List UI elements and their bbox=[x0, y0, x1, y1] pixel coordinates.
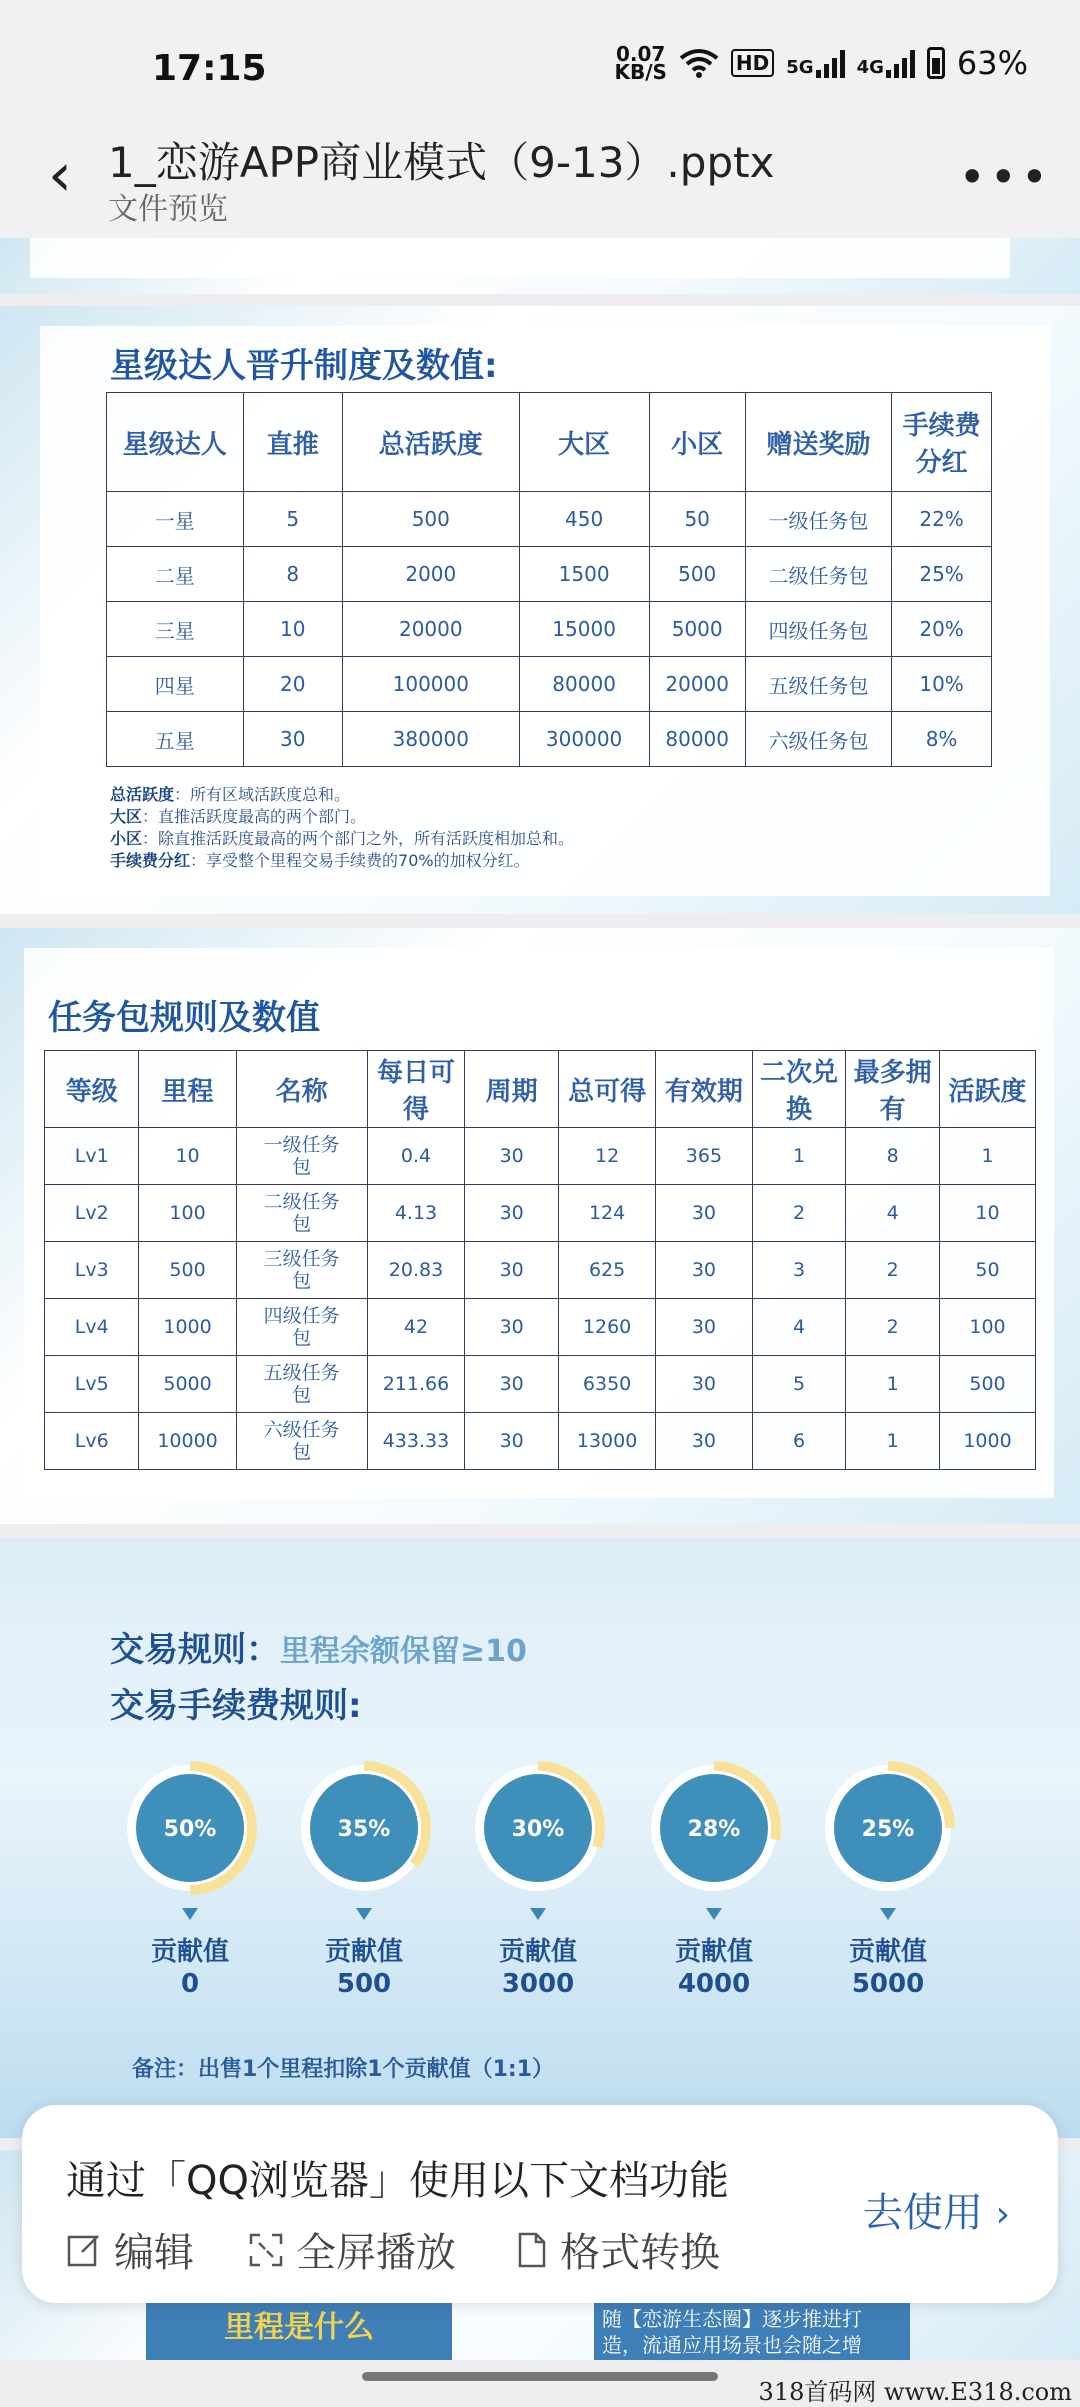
star-table-cell: 一级任务包 bbox=[745, 492, 891, 547]
task-table-cell: 4 bbox=[846, 1185, 940, 1242]
fee-rate: 50% bbox=[163, 1817, 217, 1842]
task-table-cell: 100 bbox=[139, 1185, 236, 1242]
fee-tier bbox=[813, 1758, 963, 2048]
task-table-cell: 30 bbox=[465, 1299, 559, 1356]
note-term: 大区 bbox=[110, 807, 143, 826]
trade-rule-value: 里程余额保留≥10 bbox=[280, 1634, 527, 1669]
document-title: 1_恋游APP商业模式（9-13）.pptx bbox=[108, 138, 775, 187]
contribution-value: 5000 bbox=[851, 1969, 925, 1999]
star-table-cell: 六级任务包 bbox=[745, 712, 891, 767]
document-subtitle: 文件预览 bbox=[108, 192, 228, 227]
fullscreen-feature[interactable] bbox=[248, 2221, 456, 2278]
status-bar bbox=[0, 0, 1080, 120]
battery-icon bbox=[927, 47, 945, 79]
star-table-cell: 五星 bbox=[107, 712, 244, 767]
contribution-label: 贡献值 bbox=[324, 1937, 403, 1967]
signal-5g bbox=[786, 48, 844, 78]
task-table-cell: 三级任务包 bbox=[236, 1242, 367, 1299]
down-arrow-icon bbox=[530, 1908, 546, 1920]
star-levels-title: 星级达人晋升制度及数值: bbox=[110, 346, 498, 386]
task-table-cell: 2 bbox=[846, 1242, 940, 1299]
task-table-row bbox=[45, 1242, 1036, 1299]
contribution-block bbox=[463, 1936, 613, 2000]
contribution-label: 贡献值 bbox=[150, 1937, 229, 1967]
edit-label: 编辑 bbox=[114, 2230, 194, 2276]
task-table-header: 周期 bbox=[465, 1051, 559, 1128]
contribution-value: 500 bbox=[336, 1969, 392, 1999]
star-table-cell: 8% bbox=[892, 712, 992, 767]
task-table-cell: 2 bbox=[752, 1185, 846, 1242]
fee-rate: 28% bbox=[687, 1817, 741, 1842]
contribution-label: 贡献值 bbox=[674, 1937, 753, 1967]
slide-previous-tail bbox=[0, 238, 1080, 294]
more-icon[interactable]: ••• bbox=[958, 150, 1052, 204]
task-table-cell: 13000 bbox=[559, 1413, 656, 1470]
star-table-cell: 五级任务包 bbox=[745, 657, 891, 712]
fee-tier bbox=[115, 1758, 265, 2048]
star-table-cell: 20% bbox=[892, 602, 992, 657]
task-table-cell: 42 bbox=[367, 1299, 465, 1356]
task-table-cell: 4 bbox=[752, 1299, 846, 1356]
star-table-cell: 15000 bbox=[519, 602, 649, 657]
signal-5g-label: 5G bbox=[786, 57, 814, 78]
fullscreen-label: 全屏播放 bbox=[296, 2230, 456, 2276]
trade-rule bbox=[110, 1622, 527, 1671]
task-table-cell: 30 bbox=[465, 1128, 559, 1185]
task-table-row bbox=[45, 1356, 1036, 1413]
task-table-cell: 五级任务包 bbox=[236, 1356, 367, 1413]
star-table-cell: 80000 bbox=[649, 712, 745, 767]
down-arrow-icon bbox=[706, 1908, 722, 1920]
star-table-cell: 10 bbox=[243, 602, 342, 657]
task-table-header: 每日可得 bbox=[367, 1051, 465, 1128]
note-line bbox=[110, 784, 574, 806]
note-text: ：直推活跃度最高的两个部门。 bbox=[142, 807, 367, 826]
status-icons bbox=[614, 44, 1028, 82]
note-term: 小区 bbox=[110, 829, 143, 848]
use-button[interactable] bbox=[863, 2181, 1010, 2238]
fee-remark: 备注：出售1个里程扣除1个贡献值（1:1） bbox=[132, 2057, 555, 2082]
task-table-cell: 1 bbox=[940, 1128, 1036, 1185]
task-table-row bbox=[45, 1299, 1036, 1356]
task-table-cell: 100 bbox=[940, 1299, 1036, 1356]
task-table-cell: 四级任务包 bbox=[236, 1299, 367, 1356]
contribution-value: 0 bbox=[180, 1969, 200, 1999]
star-table-cell: 300000 bbox=[519, 712, 649, 767]
task-table-row bbox=[45, 1185, 1036, 1242]
task-table-cell: 30 bbox=[465, 1413, 559, 1470]
down-arrow-icon bbox=[182, 1908, 198, 1920]
task-table-cell: 1 bbox=[846, 1413, 940, 1470]
task-table-cell: 625 bbox=[559, 1242, 656, 1299]
note-text: ：享受整个里程交易手续费的70%的加权分红。 bbox=[190, 851, 530, 870]
task-table-cell: 5000 bbox=[139, 1356, 236, 1413]
chevron-right-icon: › bbox=[995, 2194, 1010, 2235]
task-table-cell: 1260 bbox=[559, 1299, 656, 1356]
star-table-header: 直推 bbox=[243, 393, 342, 492]
note-term: 手续费分红 bbox=[110, 851, 191, 870]
task-table-cell: 10000 bbox=[139, 1413, 236, 1470]
document-icon bbox=[516, 2232, 548, 2268]
fee-donut bbox=[818, 1758, 958, 1898]
task-table-cell: 8 bbox=[846, 1128, 940, 1185]
next-slide-right-block bbox=[594, 2300, 910, 2360]
task-table-cell: 3 bbox=[752, 1242, 846, 1299]
slide-previous-panel bbox=[30, 238, 1010, 278]
star-table-cell: 四级任务包 bbox=[745, 602, 891, 657]
star-table-cell: 50 bbox=[649, 492, 745, 547]
note-text: ：除直推活跃度最高的两个部门之外，所有活跃度相加总和。 bbox=[142, 829, 575, 848]
signal-4g-label: 4G bbox=[856, 57, 884, 78]
task-packages-table bbox=[44, 1050, 1036, 1470]
star-table-cell: 四星 bbox=[107, 657, 244, 712]
fee-tier bbox=[639, 1758, 789, 2048]
network-speed-unit: KB/S bbox=[614, 60, 667, 84]
task-table-cell: Lv3 bbox=[45, 1242, 139, 1299]
star-table-cell: 25% bbox=[892, 547, 992, 602]
star-table-cell: 8 bbox=[243, 547, 342, 602]
star-table-cell: 5000 bbox=[649, 602, 745, 657]
task-table-cell: 365 bbox=[656, 1128, 753, 1185]
fee-rate: 35% bbox=[337, 1817, 391, 1842]
task-table-header: 二次兑换 bbox=[752, 1051, 846, 1128]
task-table-cell: 30 bbox=[656, 1413, 753, 1470]
star-table-cell: 20 bbox=[243, 657, 342, 712]
edit-icon bbox=[66, 2232, 102, 2268]
network-speed-value: 0.07 bbox=[616, 42, 666, 66]
star-table-row bbox=[107, 712, 992, 767]
task-table-header: 最多拥有 bbox=[846, 1051, 940, 1128]
task-table-cell: 30 bbox=[465, 1242, 559, 1299]
star-table-cell: 450 bbox=[519, 492, 649, 547]
next-slide-left-block bbox=[146, 2300, 452, 2360]
star-table-header: 大区 bbox=[519, 393, 649, 492]
slide-task-packages bbox=[0, 928, 1080, 1524]
signal-5g-icon bbox=[816, 48, 845, 78]
contribution-value: 4000 bbox=[677, 1969, 751, 1999]
task-table-cell: 10 bbox=[940, 1185, 1036, 1242]
note-line bbox=[110, 850, 574, 872]
home-indicator[interactable] bbox=[362, 2372, 718, 2381]
slide-star-levels bbox=[0, 306, 1080, 914]
fee-tiers bbox=[0, 1758, 1080, 2058]
contribution-block bbox=[813, 1936, 963, 2000]
task-table-cell: 6 bbox=[752, 1413, 846, 1470]
task-table-cell: 1 bbox=[846, 1356, 940, 1413]
task-table-cell: Lv6 bbox=[45, 1413, 139, 1470]
star-table-header: 总活跃度 bbox=[342, 393, 519, 492]
star-table-header: 手续费分红 bbox=[892, 393, 992, 492]
signal-4g bbox=[857, 48, 915, 78]
task-table-cell: 211.66 bbox=[367, 1356, 465, 1413]
star-table-cell: 10% bbox=[892, 657, 992, 712]
star-table-cell: 1500 bbox=[519, 547, 649, 602]
task-table-cell: 50 bbox=[940, 1242, 1036, 1299]
task-table-cell: 10 bbox=[139, 1128, 236, 1185]
task-table-cell: 500 bbox=[139, 1242, 236, 1299]
use-label: 去使用 bbox=[862, 2190, 983, 2236]
star-table-cell: 二级任务包 bbox=[745, 547, 891, 602]
task-table-cell: Lv4 bbox=[45, 1299, 139, 1356]
fee-tier bbox=[463, 1758, 613, 2048]
wifi-icon bbox=[679, 48, 719, 78]
task-table-header: 有效期 bbox=[656, 1051, 753, 1128]
star-levels-notes bbox=[110, 784, 574, 872]
star-table-cell: 500 bbox=[649, 547, 745, 602]
task-table-cell: 30 bbox=[656, 1299, 753, 1356]
star-table-cell: 一星 bbox=[107, 492, 244, 547]
down-arrow-icon bbox=[880, 1908, 896, 1920]
task-table-header: 等级 bbox=[45, 1051, 139, 1128]
task-table-cell: 500 bbox=[940, 1356, 1036, 1413]
star-table-cell: 5 bbox=[243, 492, 342, 547]
fee-rule-title: 交易手续费规则: bbox=[110, 1686, 362, 1726]
hd-icon: HD bbox=[731, 49, 774, 77]
task-table-cell: 30 bbox=[465, 1185, 559, 1242]
edit-feature[interactable] bbox=[66, 2221, 194, 2278]
star-table-cell: 二星 bbox=[107, 547, 244, 602]
note-line bbox=[110, 828, 574, 850]
qq-browser-popup bbox=[22, 2105, 1058, 2303]
fee-rate: 25% bbox=[861, 1817, 915, 1842]
fee-donut bbox=[120, 1758, 260, 1898]
task-table-cell: 二级任务包 bbox=[236, 1185, 367, 1242]
task-table-cell: 4.13 bbox=[367, 1185, 465, 1242]
task-table-cell: 30 bbox=[656, 1185, 753, 1242]
star-table-cell: 20000 bbox=[342, 602, 519, 657]
star-table-header: 星级达人 bbox=[107, 393, 244, 492]
contribution-value: 3000 bbox=[501, 1969, 575, 1999]
battery-percent: 63% bbox=[956, 44, 1028, 82]
task-table-cell: 2 bbox=[846, 1299, 940, 1356]
star-table-cell: 三星 bbox=[107, 602, 244, 657]
fee-tier bbox=[289, 1758, 439, 2048]
star-table-cell: 100000 bbox=[342, 657, 519, 712]
convert-feature[interactable] bbox=[516, 2221, 720, 2278]
star-table-cell: 30 bbox=[243, 712, 342, 767]
fullscreen-icon bbox=[248, 2232, 284, 2268]
popup-message: 通过「QQ浏览器」使用以下文档功能 bbox=[66, 2158, 729, 2204]
task-table-cell: Lv5 bbox=[45, 1356, 139, 1413]
star-levels-table bbox=[106, 392, 992, 767]
contribution-label: 贡献值 bbox=[498, 1937, 577, 1967]
star-table-header: 小区 bbox=[649, 393, 745, 492]
task-table-row bbox=[45, 1413, 1036, 1470]
task-table-header: 名称 bbox=[236, 1051, 367, 1128]
trade-rule-label: 交易规则： bbox=[110, 1630, 280, 1670]
note-line bbox=[110, 806, 574, 828]
status-time: 17:15 bbox=[152, 48, 267, 89]
star-table-row bbox=[107, 602, 992, 657]
contribution-block bbox=[639, 1936, 789, 2000]
task-table-cell: 30 bbox=[656, 1356, 753, 1413]
slide-trade-rules bbox=[0, 1538, 1080, 2138]
task-table-cell: 六级任务包 bbox=[236, 1413, 367, 1470]
app-header bbox=[0, 120, 1080, 238]
star-table-row bbox=[107, 547, 992, 602]
star-table-header: 赠送奖励 bbox=[745, 393, 891, 492]
star-table-row bbox=[107, 492, 992, 547]
task-table-cell: 1000 bbox=[940, 1413, 1036, 1470]
contribution-label: 贡献值 bbox=[848, 1937, 927, 1967]
task-table-cell: Lv1 bbox=[45, 1128, 139, 1185]
fee-donut bbox=[644, 1758, 784, 1898]
task-table-cell: 一级任务包 bbox=[236, 1128, 367, 1185]
contribution-block bbox=[115, 1936, 265, 2000]
network-speed bbox=[614, 42, 667, 84]
signal-4g-icon bbox=[886, 48, 915, 78]
task-table-cell: 30 bbox=[465, 1356, 559, 1413]
task-table-header: 活跃度 bbox=[940, 1051, 1036, 1128]
back-icon[interactable]: ‹ bbox=[48, 140, 72, 210]
task-table-cell: 5 bbox=[752, 1356, 846, 1413]
fee-rate: 30% bbox=[511, 1817, 565, 1842]
task-table-cell: 0.4 bbox=[367, 1128, 465, 1185]
task-table-header: 里程 bbox=[139, 1051, 236, 1128]
next-slide-right-text-2: 造，流通应用场景也会随之增 bbox=[602, 2333, 862, 2357]
star-table-cell: 2000 bbox=[342, 547, 519, 602]
task-table-cell: 1 bbox=[752, 1128, 846, 1185]
star-table-cell: 20000 bbox=[649, 657, 745, 712]
task-table-row bbox=[45, 1128, 1036, 1185]
down-arrow-icon bbox=[356, 1908, 372, 1920]
task-table-cell: 20.83 bbox=[367, 1242, 465, 1299]
star-table-cell: 80000 bbox=[519, 657, 649, 712]
task-table-cell: 12 bbox=[559, 1128, 656, 1185]
fee-donut bbox=[468, 1758, 608, 1898]
task-table-cell: 433.33 bbox=[367, 1413, 465, 1470]
note-text: ：所有区域活跃度总和。 bbox=[174, 785, 351, 804]
star-table-cell: 22% bbox=[892, 492, 992, 547]
contribution-block bbox=[289, 1936, 439, 2000]
task-table-cell: 1000 bbox=[139, 1299, 236, 1356]
task-table-cell: Lv2 bbox=[45, 1185, 139, 1242]
next-slide-left-text: 里程是什么 bbox=[224, 2310, 374, 2345]
note-term: 总活跃度 bbox=[110, 785, 175, 804]
task-table-header: 总可得 bbox=[559, 1051, 656, 1128]
convert-label: 格式转换 bbox=[560, 2230, 720, 2276]
task-table-cell: 6350 bbox=[559, 1356, 656, 1413]
task-table-cell: 30 bbox=[656, 1242, 753, 1299]
task-table-cell: 124 bbox=[559, 1185, 656, 1242]
star-table-row bbox=[107, 657, 992, 712]
star-table-cell: 500 bbox=[342, 492, 519, 547]
watermark: 318首码网 www.E318.com bbox=[758, 2378, 1072, 2406]
fee-donut bbox=[294, 1758, 434, 1898]
task-packages-title: 任务包规则及数值 bbox=[48, 998, 320, 1038]
star-table-cell: 380000 bbox=[342, 712, 519, 767]
next-slide-right-text-1: 随【恋游生态圈】逐步推进打 bbox=[602, 2307, 862, 2331]
